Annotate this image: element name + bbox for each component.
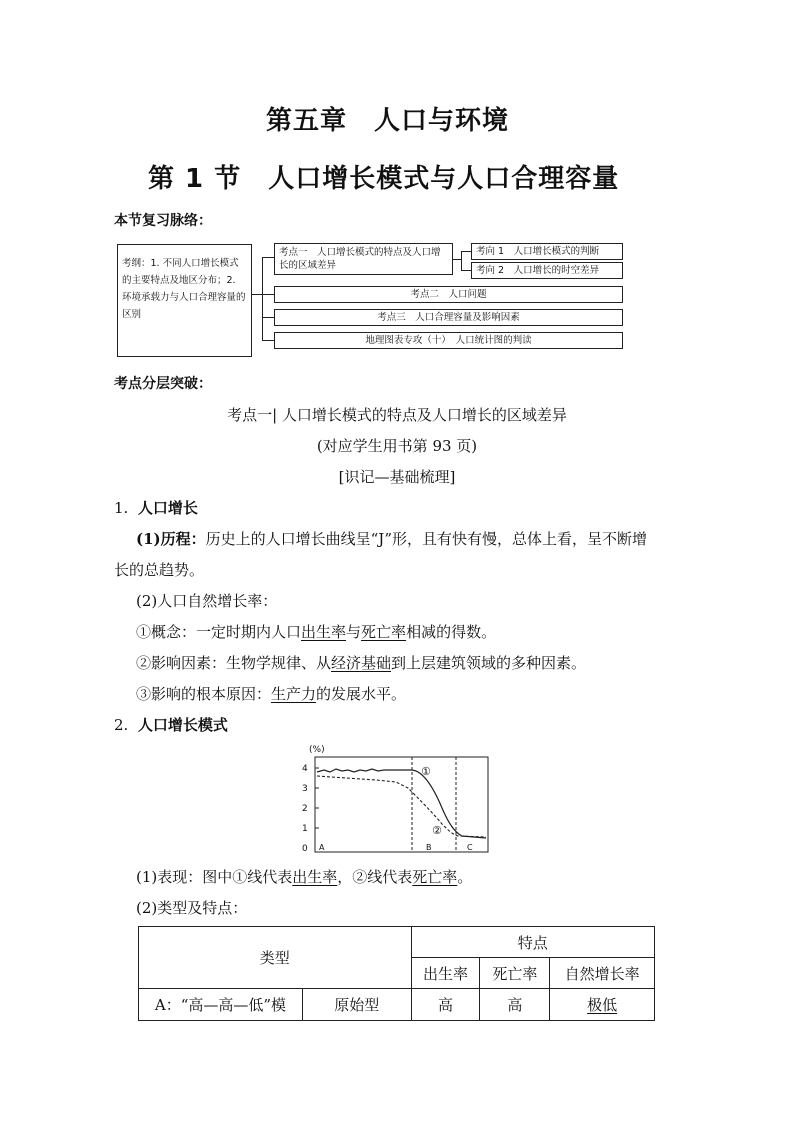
history-paragraph [136, 528, 647, 549]
blank-death-rate: 死亡率 [361, 623, 407, 641]
mindmap-direction-2: 考向 2 人口增长的时空差异 [471, 262, 623, 279]
types-label: (2)类型及特点： [136, 899, 248, 917]
concept-line: ①概念：一定时期内人口出生率与死亡率相减的得数。 [136, 623, 497, 641]
paragraph-label: (1)历程： [136, 530, 206, 548]
blank-productivity: 生产力 [271, 685, 317, 703]
header-feature: 特点 [411, 927, 654, 958]
review-label: 本节复习脉络： [114, 213, 212, 229]
memo-tag: [识记—基础梳理] [338, 468, 456, 486]
y-tick-0: 0 [302, 844, 308, 854]
blank-birth-rate: 出生率 [301, 623, 347, 641]
series-label-1: ① [421, 765, 431, 778]
population-growth-chart [296, 742, 496, 857]
chapter-title: 第五章 人口与环境 [266, 106, 510, 136]
y-tick-2: 2 [302, 804, 308, 814]
types-table [138, 926, 655, 1021]
section-title: 第 1 节 人口增长模式与人口合理容量 [148, 164, 620, 194]
series-birth-rate [317, 769, 486, 838]
region-c: C [467, 843, 473, 852]
mindmap-point-2: 考点二 人口问题 [274, 286, 623, 303]
blank-line-1: 出生率 [292, 868, 338, 886]
blank-line-2: 死亡率 [412, 868, 458, 886]
y-tick-4: 4 [302, 764, 308, 774]
mindmap-direction-1: 考向 1 人口增长模式的判断 [471, 243, 623, 260]
section-heading: 考点一| 人口增长模式的特点及人口增长的区域差异 [227, 406, 567, 424]
history-paragraph-cont: 长的总趋势。 [114, 561, 205, 579]
table-row [139, 989, 655, 1021]
cell-natural [550, 989, 655, 1021]
root-cause-line: ③影响的根本原因：生产力的发展水平。 [136, 685, 407, 703]
mindmap-point-3: 考点三 人口合理容量及影响因素 [274, 309, 623, 326]
cell-death: 高 [480, 989, 550, 1021]
region-b: B [426, 843, 432, 852]
item-title: 人口增长 [137, 499, 198, 517]
paragraph-text: 历史上的人口增长曲线呈“J”形，且有快有慢，总体上看，呈不断增 [205, 530, 647, 548]
blank-economic-base: 经济基础 [331, 654, 392, 672]
natural-growth-label: (2)人口自然增长率： [136, 592, 278, 610]
book-reference: (对应学生用书第 93 页) [316, 437, 478, 455]
expression-line: (1)表现：图中①线代表出生率，②线代表死亡率。 [136, 868, 473, 886]
region-a: A [319, 843, 325, 852]
chart-ylabel: (%) [309, 745, 325, 755]
header-death-rate: 死亡率 [480, 958, 550, 989]
blank-natural-rate: 极低 [587, 996, 618, 1014]
item-title: 人口增长模式 [137, 716, 228, 734]
header-natural-rate: 自然增长率 [550, 958, 655, 989]
breakthrough-label: 考点分层突破： [114, 376, 212, 392]
mindmap-point-1: 考点一 人口增长模式的特点及人口增长的区域差异 [274, 243, 453, 275]
factors-line: ②影响因素：生物学规律、从经济基础到上层建筑领域的多种因素。 [136, 654, 587, 672]
item-number: 2. [114, 716, 129, 734]
mindmap-point-4: 地理图表专攻（十） 人口统计图的判读 [274, 332, 623, 349]
series-death-rate [317, 776, 486, 837]
item-number: 1. [114, 499, 129, 517]
header-type: 类型 [139, 927, 412, 989]
y-tick-1: 1 [302, 824, 308, 834]
item-1-heading [114, 497, 198, 518]
y-tick-3: 3 [302, 784, 308, 794]
cell-birth: 高 [411, 989, 480, 1021]
series-label-2: ② [432, 824, 442, 837]
header-birth-rate: 出生率 [411, 958, 480, 989]
cell-type: 原始型 [302, 989, 411, 1021]
mindmap-root: 考纲：1. 不同人口增长模式的主要特点及地区分布；2. 环境承载力与人口合理容量的区别 [117, 244, 252, 357]
cell-model: A：“高—高—低”模 [139, 989, 303, 1021]
item-2-heading [114, 714, 228, 735]
